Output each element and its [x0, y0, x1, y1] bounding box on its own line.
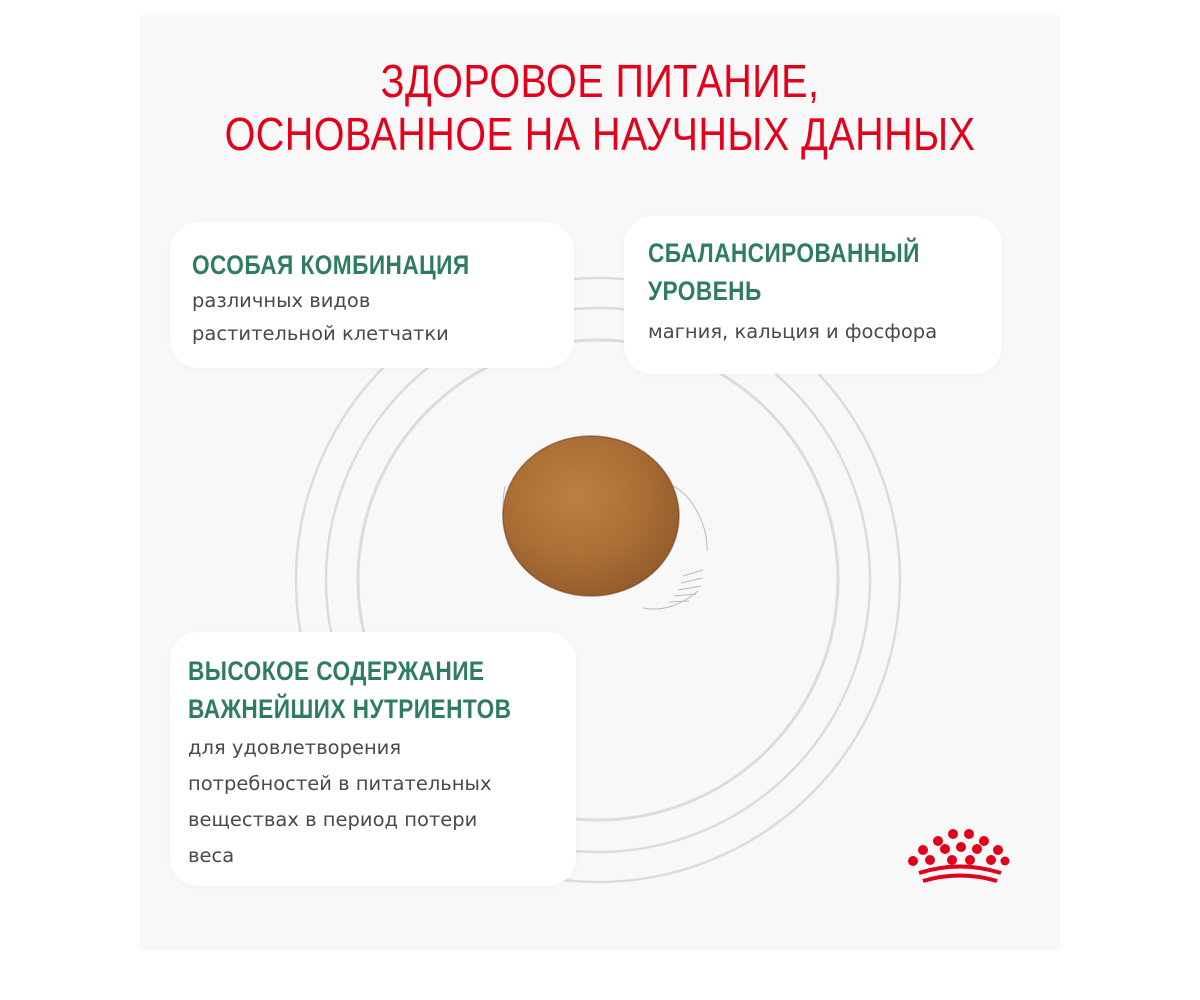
card-text-line: растительной клетчатки [192, 322, 449, 345]
kibble-image [493, 426, 723, 616]
page-headline [84, 55, 1116, 161]
card-text-line: различных видов [192, 289, 371, 312]
headline-line-2: ОСНОВАННОЕ НА НАУЧНЫХ ДАННЫХ [224, 108, 976, 160]
card-title: ВАЖНЕЙШИХ НУТРИЕНТОВ [188, 694, 512, 724]
card-text-line: потребностей в питательных [188, 772, 492, 795]
card-text-line: магния, кальция и фосфора [648, 320, 938, 343]
feature-card-nutrients [170, 632, 576, 886]
headline-line-1: ЗДОРОВОЕ ПИТАНИЕ, [380, 55, 820, 107]
card-text-line: веса [188, 844, 235, 867]
card-title: ВЫСОКОЕ СОДЕРЖАНИЕ [188, 656, 485, 686]
card-title: УРОВЕНЬ [648, 276, 762, 306]
card-text-line: веществах в период потери [188, 808, 478, 831]
card-text-line: для удовлетворения [188, 736, 402, 759]
card-title: ОСОБАЯ КОМБИНАЦИЯ [192, 250, 470, 280]
feature-card-fiber [170, 222, 574, 368]
royal-crown-logo [905, 828, 1010, 890]
feature-card-minerals [624, 216, 1002, 374]
card-title: СБАЛАНСИРОВАННЫЙ [648, 238, 920, 268]
